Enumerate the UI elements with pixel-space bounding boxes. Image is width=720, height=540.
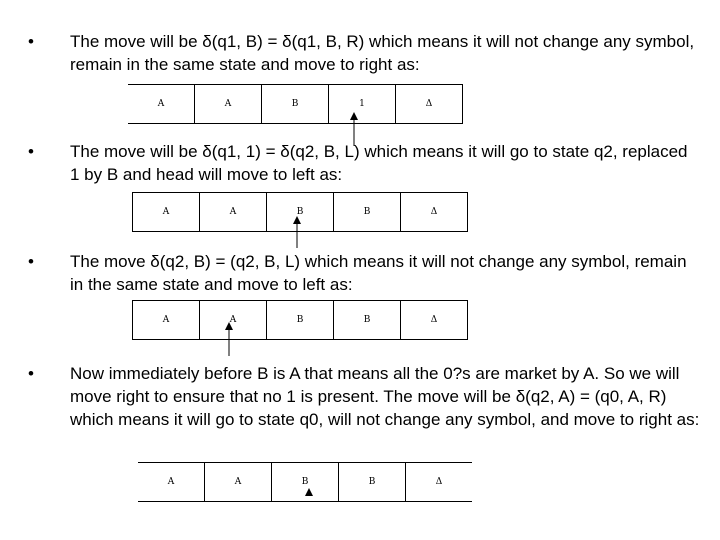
tape-cell: A: [167, 477, 175, 487]
tape-cell: 1: [328, 85, 395, 123]
tape-cell: B: [338, 463, 405, 501]
bullet-text: The move δ(q2, B) = (q2, B, L) which means it will not change any symbol, remain in the same state and move to left as:: [70, 252, 687, 294]
tape-cell: A: [199, 193, 266, 231]
tape-cell: Δ: [405, 463, 472, 501]
head-arrow-icon: [291, 216, 303, 248]
tape-cell: B: [271, 463, 338, 501]
tape-cell: Δ: [400, 193, 468, 231]
tape-cell: B: [261, 85, 328, 123]
bullet-marker: •: [28, 252, 34, 271]
tape-cell: Δ: [400, 301, 468, 339]
tape-cell: A: [157, 99, 165, 109]
head-arrow-icon: [303, 488, 315, 498]
tape-cell: B: [266, 193, 333, 231]
tape-1: [128, 84, 463, 124]
tape-cell: Δ: [395, 85, 463, 123]
bullet-text: The move will be δ(q1, B) = δ(q1, B, R) which means it will not change any symbol, remain in the same state and move to right as:: [70, 32, 695, 74]
bullet-marker: •: [28, 142, 34, 161]
bullet-marker: •: [28, 32, 34, 51]
tape-cell: B: [333, 193, 400, 231]
tape-cell: A: [132, 301, 199, 339]
tape-3: [132, 300, 468, 340]
tape-cell: A: [199, 301, 266, 339]
head-arrow-icon: [223, 322, 235, 356]
bullet-text: Now immediately before B is A that means all the 0?s are market by A. So we will move right to ensure that no 1 is present. The move will be δ(q2, A) = (q0, A, R) which means it will go to state q0, will not change any symbol, and move to right as:: [70, 364, 700, 429]
tape-cell: A: [132, 193, 199, 231]
tape-cell: A: [204, 463, 271, 501]
bullet-text: The move will be δ(q1, 1) = δ(q2, B, L) which means it will go to state q2, replaced 1 by B and head will move to left as:: [70, 142, 688, 184]
tape-cell: B: [333, 301, 400, 339]
tape-cell: A: [194, 85, 261, 123]
tape-cell: B: [266, 301, 333, 339]
bullet-marker: •: [28, 364, 34, 383]
